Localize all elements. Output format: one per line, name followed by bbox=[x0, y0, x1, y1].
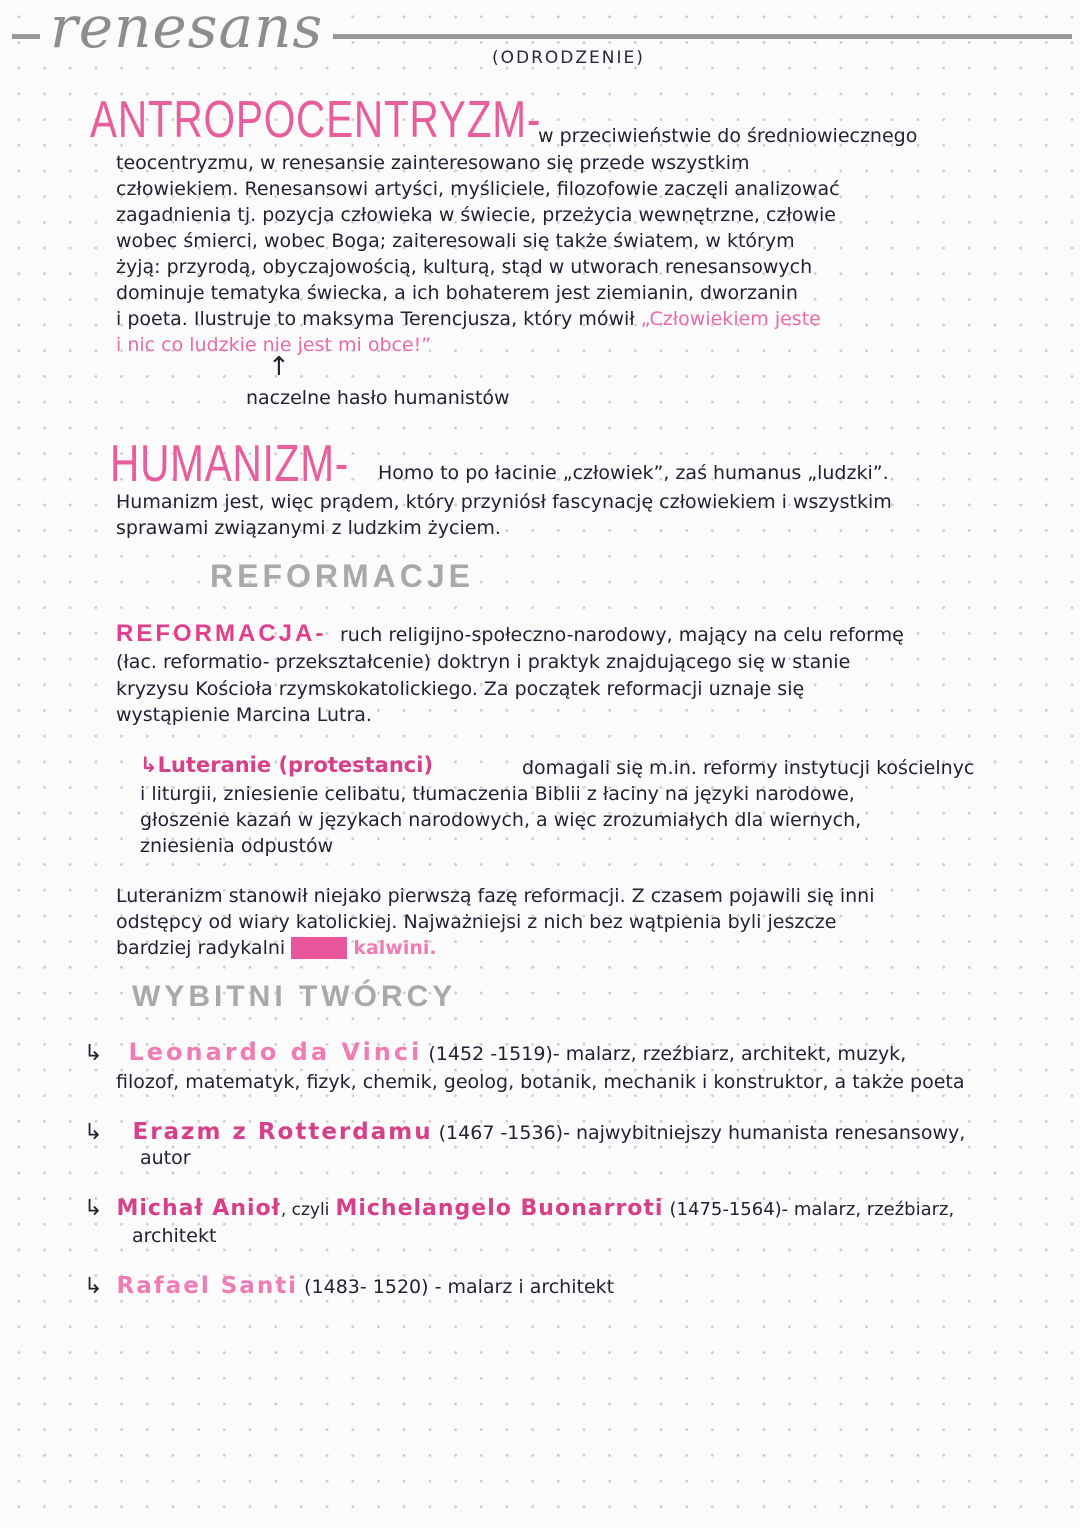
person-desc-rafael: (1483- 1520) - malarz i architekt bbox=[304, 1276, 615, 1298]
luteranie-line-1: domagali się m.in. reformy instytucji kościelnyc bbox=[522, 757, 975, 779]
reformacja-line-4: wystąpienie Marcina Lutra. bbox=[116, 704, 372, 726]
antropo-line-8 bbox=[116, 307, 821, 333]
page-subtitle: (ODRODZENIE) bbox=[492, 48, 645, 68]
person-desc-erazm: (1467 -1536)- najwybitniejszy humanista renesansowy, bbox=[438, 1122, 966, 1144]
reformacja-term: REFORMACJA- bbox=[116, 620, 327, 647]
hook-arrow-icon: ↳ bbox=[84, 1041, 103, 1066]
antropo-line-2: teocentryzmu, w renesansie zainteresowano się przede wszystkim bbox=[116, 152, 750, 174]
tworcy-heading: WYBITNI TWÓRCY bbox=[132, 980, 457, 1013]
humanizm-line-3: sprawami związanymi z ludzkim życiem. bbox=[116, 517, 501, 539]
hook-arrow-icon: ↳ bbox=[84, 1274, 103, 1299]
luteranie-label: ↳Luteranie (protestanci) bbox=[140, 753, 434, 777]
person-row-michal bbox=[84, 1196, 954, 1224]
antropo-note: naczelne hasło humanistów bbox=[246, 387, 510, 409]
humanizm-line-1: Homo to po łacinie „człowiek”, zaś humanus „ludzki”. bbox=[378, 462, 889, 484]
person-mid-michal: , czyli bbox=[280, 1200, 330, 1220]
page-title: renesans bbox=[40, 0, 333, 62]
antropo-line-1: w przeciwieństwie do średniowiecznego bbox=[538, 125, 918, 147]
up-arrow-icon: ↑ bbox=[268, 352, 290, 382]
hook-arrow-icon: ↳ bbox=[84, 1196, 103, 1221]
reformacje-section-heading: REFORMACJE bbox=[210, 558, 475, 594]
luteranie-line-2: i liturgii, zniesienie celibatu, tłumaczenia Biblii z łaciny na języki narodowe, bbox=[140, 783, 855, 805]
kalwini-text: kalwini. bbox=[353, 937, 437, 959]
person-desc2-michal: architekt bbox=[132, 1225, 217, 1247]
luteranizm-line-3-text: bardziej radykalni bbox=[116, 937, 286, 959]
antropo-line-6: żyją: przyrodą, obyczajowością, kulturą, stąd w utworach renesansowych bbox=[116, 256, 813, 278]
person-desc-michal: (1475-1564)- malarz, rzeźbiarz, bbox=[669, 1199, 955, 1220]
antropo-line-4: zagadnienia tj. pozycja człowieka w świecie, przeżycia wewnętrzne, człowie bbox=[116, 204, 836, 226]
person-desc-leonardo: (1452 -1519)- malarz, rzeźbiarz, architekt, muzyk, bbox=[428, 1043, 907, 1065]
luteranizm-line-2: odstępcy od wiary katolickiej. Najważniejsi z nich bez wątpienia byli jeszcze bbox=[116, 911, 837, 933]
humanizm-line-2: Humanizm jest, więc prądem, który przyniósł fascynację człowiekiem i wszystkim bbox=[116, 491, 892, 513]
person-row-erazm bbox=[84, 1120, 965, 1147]
person-desc2-leonardo: filozof, matematyk, fizyk, chemik, geolog, botanik, mechanik i konstruktor, a także poeta bbox=[116, 1071, 965, 1093]
person-name2-michal: Michelangelo Buonarroti bbox=[335, 1196, 664, 1221]
antropo-line-5: wobec śmierci, wobec Boga; zaiteresowali się także światem, w którym bbox=[116, 230, 795, 252]
person-name-erazm: Erazm z Rotterdamu bbox=[132, 1119, 433, 1145]
person-name-leonardo: Leonardo da Vinci bbox=[128, 1038, 423, 1066]
luteranizm-line-3 bbox=[116, 936, 437, 962]
person-desc2-erazm: autor bbox=[140, 1147, 191, 1169]
reformacja-line-3: kryzysu Kościoła rzymskokatolickiego. Za początek reformacji uznaje się bbox=[116, 678, 805, 700]
humanizm-heading: HUMANIZM- bbox=[110, 435, 350, 493]
luteranie-line-3: głoszenie kazań w językach narodowych, a więc zrozumiałych dla wiernych, bbox=[140, 809, 862, 831]
reformacja-line-1: ruch religijno-społeczno-narodowy, mający na celu reformę bbox=[340, 624, 904, 646]
person-name-michal: Michał Anioł bbox=[116, 1196, 281, 1221]
reformacja-line-2: (łac. reformatio- przekształcenie) doktryn i praktyk znajdującego się w stanie bbox=[116, 651, 851, 673]
antropo-quote-start: „Człowiekiem jeste bbox=[640, 308, 821, 330]
luteranie-line-4: zniesienia odpustów bbox=[140, 835, 334, 857]
person-row-rafael bbox=[84, 1274, 614, 1301]
person-name-rafael: Rafael Santi bbox=[116, 1273, 299, 1299]
antropo-line-3: człowiekiem. Renesansowi artyści, myśliciele, filozofowie zaczęli analizować bbox=[116, 178, 840, 200]
antropo-line-7: dominuje tematyka świecka, a ich bohaterem jest ziemianin, dworzanin bbox=[116, 282, 798, 304]
luteranizm-line-1: Luteranizm stanowił niejako pierwszą fazę reformacji. Z czasem pojawili się inni bbox=[116, 885, 875, 907]
hook-arrow-icon: ↳ bbox=[84, 1120, 103, 1145]
struck-word: kalwi bbox=[291, 937, 348, 959]
antropo-line-8-text: i poeta. Ilustruje to maksyma Terencjusza, który mówił bbox=[116, 308, 635, 330]
antropo-quote-end: i nic co ludzkie nie jest mi obce!” bbox=[116, 334, 432, 356]
person-row-leonardo bbox=[84, 1040, 906, 1068]
antropocentryzm-heading: ANTROPOCENTRYZM- bbox=[90, 91, 542, 149]
